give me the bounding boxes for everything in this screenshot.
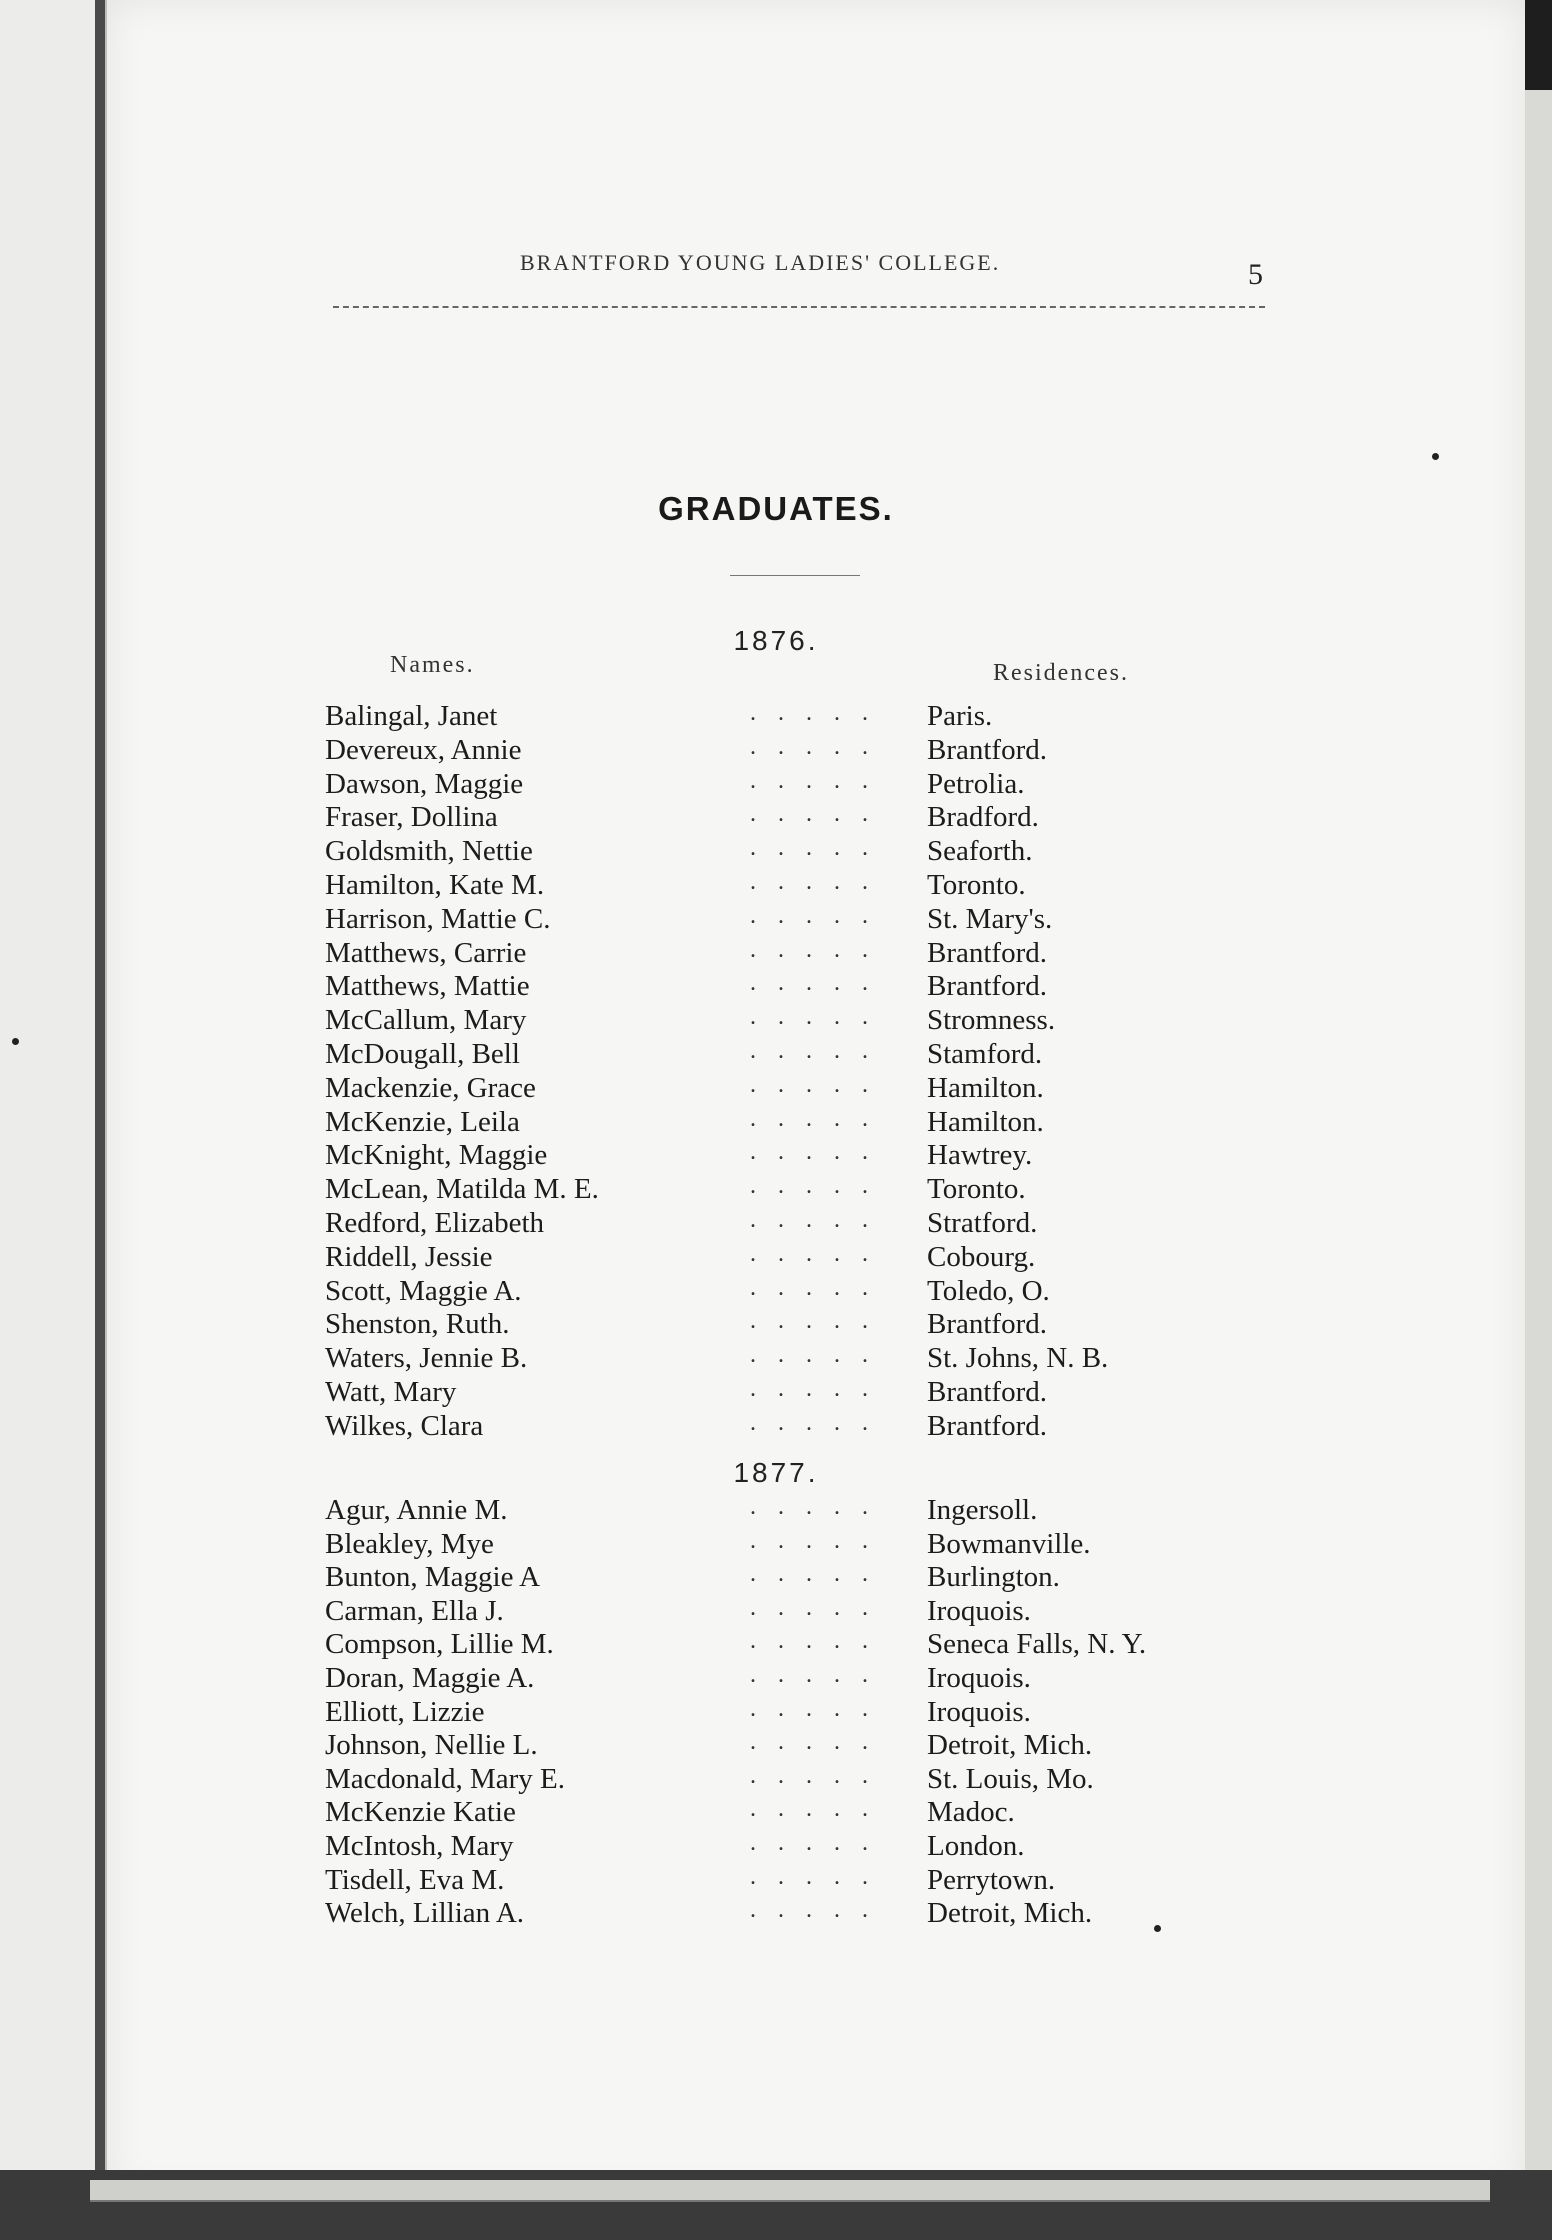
graduate-residence: Burlington.	[927, 1561, 1060, 1594]
leader-dots: .....	[750, 1628, 890, 1655]
graduate-residence: St. Johns, N. B.	[927, 1342, 1109, 1375]
graduate-residence: Paris.	[927, 700, 993, 732]
leader-dots: .....	[750, 1729, 890, 1756]
graduate-row	[0, 1628, 1552, 1662]
graduate-row	[0, 1796, 1552, 1830]
graduate-residence: Stromness.	[927, 1004, 1056, 1037]
graduate-residence: Iroquois.	[927, 1662, 1031, 1694]
leader-dots: .....	[750, 1173, 890, 1200]
leader-dots: .....	[750, 1527, 890, 1554]
leader-dots: .....	[750, 902, 890, 929]
graduate-row	[0, 1207, 1552, 1241]
leader-dots: .....	[750, 1105, 890, 1132]
graduate-row	[0, 1830, 1552, 1864]
graduate-name: Hamilton, Kate M.	[325, 869, 545, 901]
ink-speck	[1154, 1925, 1161, 1932]
graduate-name: Harrison, Mattie C.	[325, 902, 551, 935]
leader-dots: .....	[750, 1139, 890, 1166]
leader-dots: .....	[750, 1308, 890, 1335]
graduate-residence: Hawtrey.	[927, 1139, 1033, 1172]
residences-column-heading: Residences.	[993, 660, 1129, 686]
graduate-name: Carman, Ella J.	[325, 1594, 504, 1627]
graduate-name: Watt, Mary	[325, 1376, 457, 1408]
graduate-residence: Stratford.	[927, 1207, 1038, 1239]
graduate-name: Scott, Maggie A.	[325, 1274, 522, 1307]
leader-dots: .....	[750, 1038, 890, 1064]
graduate-row	[0, 768, 1552, 802]
page-title: GRADUATES.	[658, 490, 894, 527]
graduate-row	[0, 801, 1552, 835]
graduate-name: Redford, Elizabeth	[325, 1207, 545, 1239]
leader-dots: .....	[750, 1662, 890, 1688]
leader-dots: .....	[750, 1342, 890, 1369]
graduate-residence: Hamilton.	[927, 1105, 1044, 1138]
graduate-row	[0, 1004, 1552, 1038]
leader-dots: .....	[750, 1207, 890, 1233]
graduate-name: Devereux, Annie	[325, 733, 522, 766]
graduate-residence: Brantford.	[927, 1376, 1047, 1408]
leader-dots: .....	[750, 700, 890, 726]
graduate-row	[0, 1308, 1552, 1342]
bottom-book-edge	[0, 2170, 1552, 2240]
graduate-residence: Detroit, Mich.	[927, 1729, 1093, 1762]
graduate-name: Macdonald, Mary E.	[325, 1762, 565, 1795]
leader-dots: .....	[750, 1897, 890, 1924]
leader-dots: .....	[750, 1494, 890, 1520]
graduate-row	[0, 1696, 1552, 1730]
graduate-row	[0, 835, 1552, 869]
leader-dots: .....	[750, 1695, 890, 1722]
graduate-name: Tisdell, Eva M.	[325, 1863, 505, 1896]
graduate-row	[0, 1528, 1552, 1562]
graduate-name: Shenston, Ruth.	[325, 1308, 510, 1341]
graduate-row	[0, 1139, 1552, 1173]
leader-dots: .....	[750, 1274, 890, 1301]
graduate-row	[0, 1864, 1552, 1898]
graduate-name: Compson, Lillie M.	[325, 1628, 554, 1661]
graduate-row	[0, 1106, 1552, 1140]
graduate-name: McKenzie Katie	[325, 1796, 516, 1829]
graduate-residence: Brantford.	[927, 936, 1047, 969]
graduate-row	[0, 1897, 1552, 1931]
graduate-row	[0, 1376, 1552, 1410]
graduate-residence: St. Mary's.	[927, 902, 1053, 935]
graduate-row	[0, 1410, 1552, 1444]
graduate-row	[0, 903, 1552, 937]
graduate-row	[0, 1763, 1552, 1797]
graduate-row	[0, 1662, 1552, 1696]
graduate-residence: Brantford.	[927, 1409, 1047, 1442]
leader-dots: .....	[750, 1004, 890, 1031]
year-heading: 1877.	[733, 1457, 819, 1488]
leader-dots: .....	[750, 1071, 890, 1098]
graduate-residence: Petrolia.	[927, 767, 1025, 800]
graduate-row	[0, 1038, 1552, 1072]
graduate-name: Wilkes, Clara	[325, 1409, 484, 1442]
graduate-row	[0, 1494, 1552, 1528]
leader-dots: .....	[750, 970, 890, 997]
graduate-name: Waters, Jennie B.	[325, 1342, 528, 1375]
graduate-residence: Seaforth.	[927, 835, 1033, 868]
graduate-name: Dawson, Maggie	[325, 767, 524, 800]
leader-dots: .....	[750, 1863, 890, 1890]
graduate-residence: Toronto.	[927, 1173, 1026, 1206]
leader-dots: .....	[750, 835, 890, 862]
graduate-row	[0, 1729, 1552, 1763]
leader-dots: .....	[750, 869, 890, 895]
graduate-row	[0, 1561, 1552, 1595]
graduate-row	[0, 937, 1552, 971]
graduate-name: Fraser, Dollina	[325, 801, 498, 834]
graduate-residence: Cobourg.	[927, 1240, 1036, 1273]
graduate-residence: St. Louis, Mo.	[927, 1762, 1094, 1795]
graduate-residence: Brantford.	[927, 970, 1047, 1003]
graduate-row	[0, 734, 1552, 768]
leader-dots: .....	[750, 733, 890, 760]
graduate-row	[0, 1241, 1552, 1275]
graduate-residence: Madoc.	[927, 1796, 1015, 1829]
graduate-row	[0, 1595, 1552, 1629]
graduate-residence: Toronto.	[927, 869, 1026, 901]
leader-dots: .....	[750, 1409, 890, 1436]
graduate-row	[0, 1342, 1552, 1376]
graduate-name: Doran, Maggie A.	[325, 1662, 535, 1694]
header-rule	[333, 306, 1265, 308]
graduate-residence: Hamilton.	[927, 1071, 1044, 1104]
leader-dots: .....	[750, 1762, 890, 1789]
graduate-name: Agur, Annie M.	[325, 1494, 508, 1526]
graduate-residence: Brantford.	[927, 1308, 1047, 1341]
graduate-residence: Seneca Falls, N. Y.	[927, 1628, 1147, 1661]
leader-dots: .....	[750, 1240, 890, 1267]
graduate-name: Riddell, Jessie	[325, 1240, 493, 1273]
graduate-residence: Perrytown.	[927, 1863, 1056, 1896]
leader-dots: .....	[750, 1594, 890, 1621]
graduate-residence: Iroquois.	[927, 1695, 1031, 1728]
graduate-name: Welch, Lillian A.	[325, 1897, 525, 1930]
graduate-residence: Stamford.	[927, 1038, 1043, 1070]
names-column-heading: Names.	[390, 652, 475, 678]
graduate-name: Mackenzie, Grace	[325, 1071, 536, 1104]
page-number: 5	[1248, 258, 1263, 291]
leader-dots: .....	[750, 801, 890, 828]
graduate-row	[0, 869, 1552, 903]
running-title: BRANTFORD YOUNG LADIES' COLLEGE.	[520, 250, 1001, 275]
graduate-row	[0, 970, 1552, 1004]
leader-dots: .....	[750, 1561, 890, 1588]
graduate-name: McLean, Matilda M. E.	[325, 1173, 599, 1206]
graduate-name: McKnight, Maggie	[325, 1139, 548, 1172]
graduate-name: Bleakley, Mye	[325, 1527, 494, 1560]
leader-dots: .....	[750, 1830, 890, 1856]
leader-dots: .....	[750, 936, 890, 963]
ink-speck	[12, 1038, 19, 1045]
graduate-row	[0, 1275, 1552, 1309]
graduate-residence: Iroquois.	[927, 1594, 1031, 1627]
graduate-name: McDougall, Bell	[325, 1038, 520, 1070]
title-rule	[730, 575, 860, 576]
graduate-name: McIntosh, Mary	[325, 1830, 514, 1862]
graduate-residence: Detroit, Mich.	[927, 1897, 1093, 1930]
graduate-residence: Toledo, O.	[927, 1274, 1050, 1307]
graduate-residence: Brantford.	[927, 733, 1047, 766]
graduate-row	[0, 1173, 1552, 1207]
ink-speck	[1432, 453, 1439, 460]
graduate-name: Elliott, Lizzie	[325, 1695, 485, 1728]
graduate-name: Balingal, Janet	[325, 700, 498, 732]
graduate-row	[0, 700, 1552, 734]
graduate-residence: Bowmanville.	[927, 1527, 1091, 1560]
graduate-name: Matthews, Carrie	[325, 936, 527, 969]
graduate-residence: Bradford.	[927, 801, 1039, 834]
graduate-name: Matthews, Mattie	[325, 970, 530, 1003]
leader-dots: .....	[750, 767, 890, 794]
graduate-row	[0, 1072, 1552, 1106]
year-heading: 1876.	[733, 625, 819, 656]
graduate-name: Johnson, Nellie L.	[325, 1729, 538, 1762]
graduate-name: Goldsmith, Nettie	[325, 835, 533, 868]
graduate-name: Bunton, Maggie A	[325, 1561, 541, 1594]
leader-dots: .....	[750, 1796, 890, 1823]
graduate-name: McKenzie, Leila	[325, 1105, 520, 1138]
graduate-name: McCallum, Mary	[325, 1004, 527, 1037]
graduate-residence: London.	[927, 1830, 1025, 1862]
leader-dots: .....	[750, 1376, 890, 1402]
page-fold	[90, 2180, 1490, 2202]
graduate-residence: Ingersoll.	[927, 1494, 1038, 1526]
